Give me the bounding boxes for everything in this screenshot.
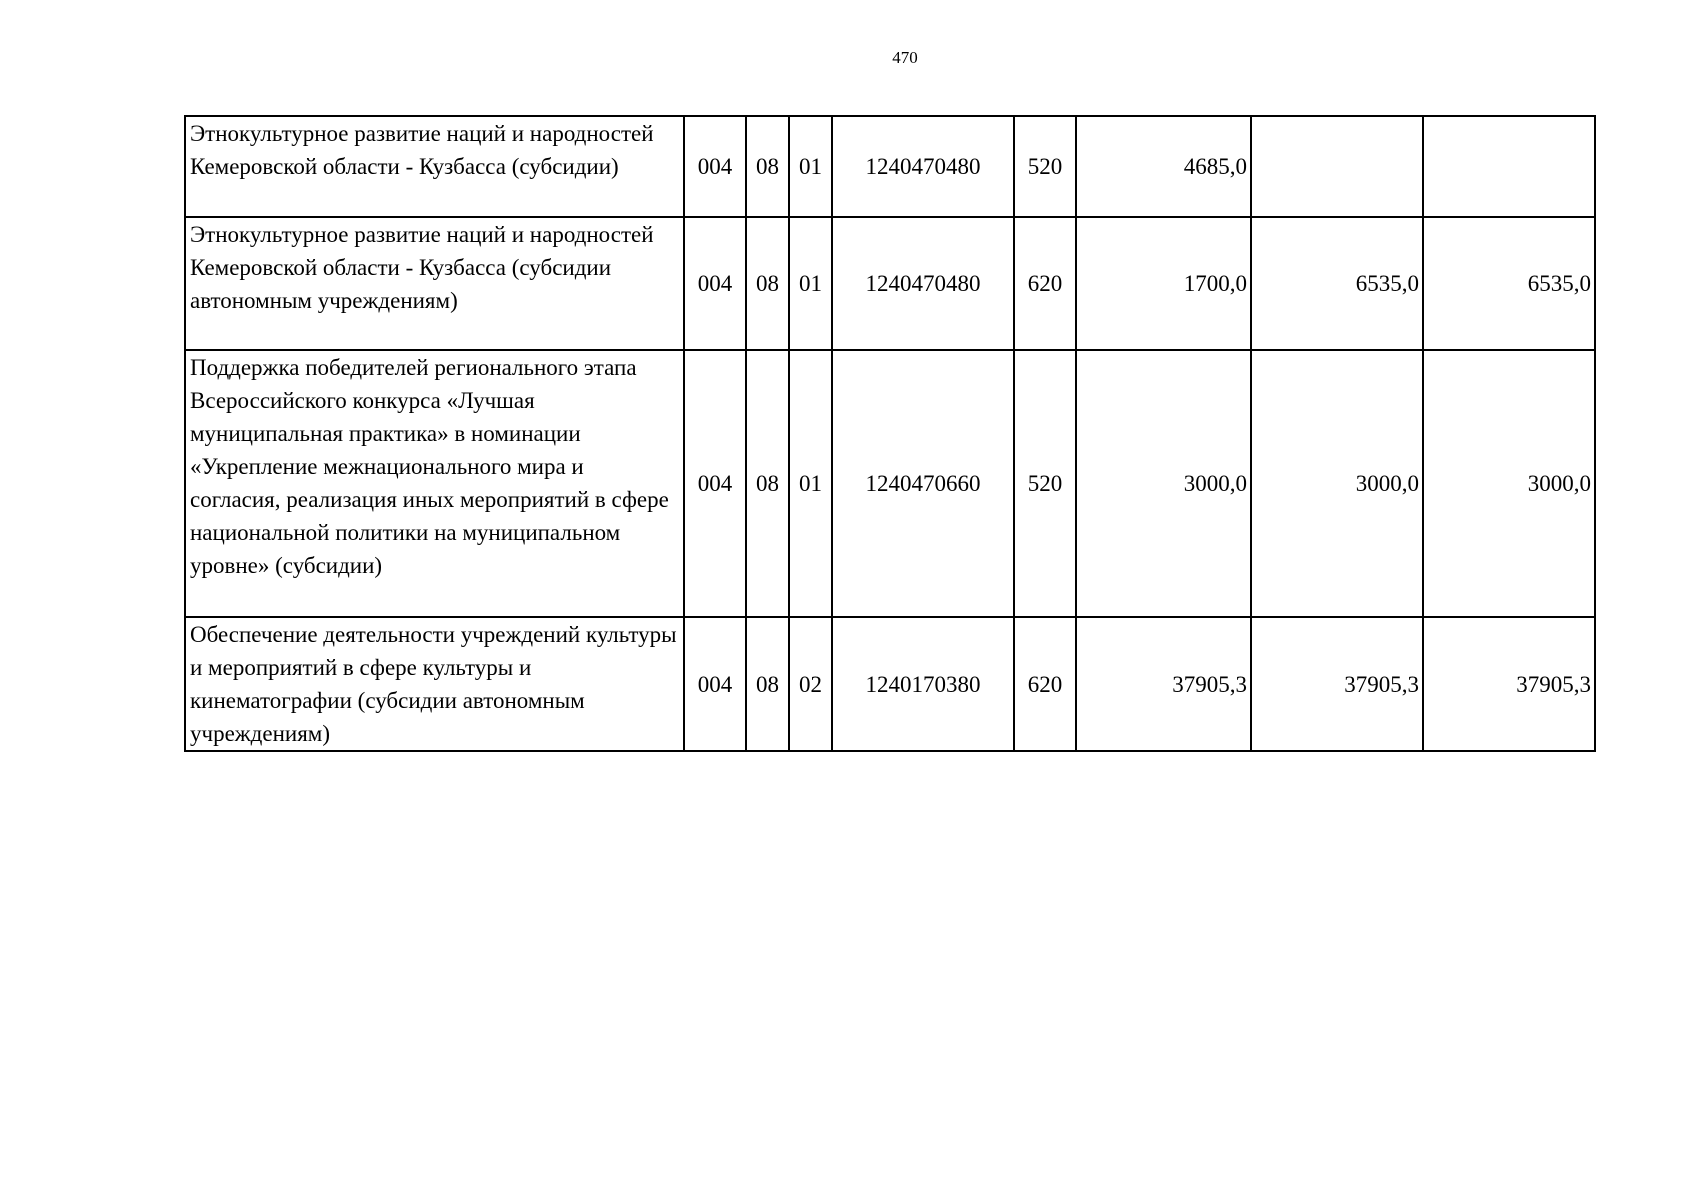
expense-name: Этнокультурное развитие наций и народностей Кемеровской области - Кузбасса (субсидии)	[185, 116, 684, 217]
expense-type-code: 520	[1014, 116, 1076, 217]
amount-year-2: 6535,0	[1251, 217, 1423, 350]
expense-type-code: 620	[1014, 617, 1076, 751]
amount-year-3: 37905,3	[1423, 617, 1595, 751]
subsection-code: 02	[789, 617, 832, 751]
subsection-code: 01	[789, 116, 832, 217]
target-article-code: 1240470480	[832, 116, 1014, 217]
section-code: 08	[746, 217, 789, 350]
target-article-code: 1240470660	[832, 350, 1014, 617]
ministry-code: 004	[684, 617, 746, 751]
section-code: 08	[746, 116, 789, 217]
amount-year-2: 3000,0	[1251, 350, 1423, 617]
amount-year-3: 6535,0	[1423, 217, 1595, 350]
amount-year-1: 3000,0	[1076, 350, 1251, 617]
ministry-code: 004	[684, 350, 746, 617]
amount-year-3	[1423, 116, 1595, 217]
table-row	[185, 617, 1595, 751]
expense-name: Этнокультурное развитие наций и народностей Кемеровской области - Кузбасса (субсидии автономным учреждениям)	[185, 217, 684, 350]
section-code: 08	[746, 617, 789, 751]
amount-year-3: 3000,0	[1423, 350, 1595, 617]
expense-name: Поддержка победителей регионального этапа Всероссийского конкурса «Лучшая муниципальная практика» в номинации «Укрепление межнационального мира и согласия, реализация иных мероприятий в сфере национальной политики на муниципальном уровне» (субсидии)	[185, 350, 684, 617]
expense-type-code: 620	[1014, 217, 1076, 350]
table-row	[185, 217, 1595, 350]
expense-name: Обеспечение деятельности учреждений культуры и мероприятий в сфере культуры и кинематографии (субсидии автономным учреждениям)	[185, 617, 684, 751]
amount-year-1: 1700,0	[1076, 217, 1251, 350]
page-number: 470	[892, 48, 918, 67]
budget-table	[184, 115, 1596, 752]
subsection-code: 01	[789, 350, 832, 617]
amount-year-1: 37905,3	[1076, 617, 1251, 751]
ministry-code: 004	[684, 217, 746, 350]
target-article-code: 1240470480	[832, 217, 1014, 350]
amount-year-2: 37905,3	[1251, 617, 1423, 751]
table-row	[185, 116, 1595, 217]
ministry-code: 004	[684, 116, 746, 217]
target-article-code: 1240170380	[832, 617, 1014, 751]
table-row	[185, 350, 1595, 617]
amount-year-1: 4685,0	[1076, 116, 1251, 217]
amount-year-2	[1251, 116, 1423, 217]
expense-type-code: 520	[1014, 350, 1076, 617]
subsection-code: 01	[789, 217, 832, 350]
section-code: 08	[746, 350, 789, 617]
